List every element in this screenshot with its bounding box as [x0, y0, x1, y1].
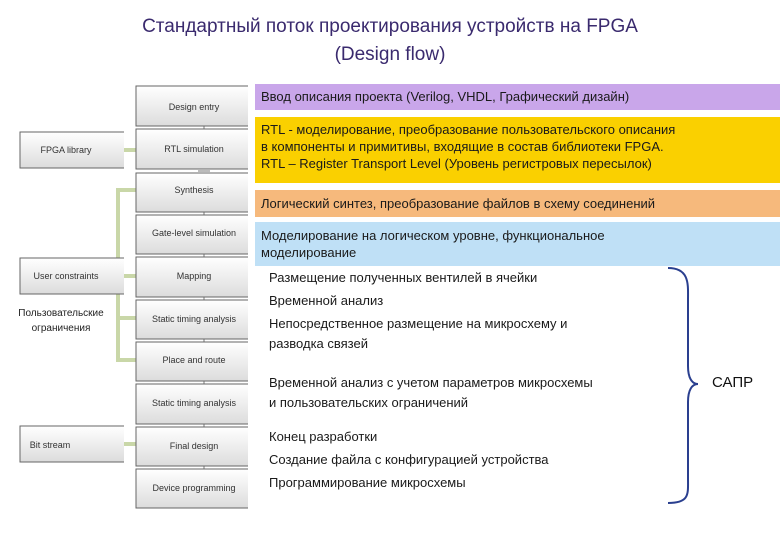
user-constraints-caption: [6, 306, 116, 336]
step-label: Final design: [169, 441, 219, 451]
band-text: Ввод описания проекта (Verilog, VHDL, Графический дизайн): [261, 89, 630, 104]
flow-step: [136, 257, 248, 297]
input-label: User constraints: [33, 271, 99, 281]
step-label: Gate-level simulation: [151, 228, 237, 238]
step-label: Mapping: [176, 271, 212, 281]
note-final: Конец разработки: [269, 429, 378, 444]
flow-step: [136, 129, 248, 169]
step-label: Static timing analysis: [151, 314, 237, 324]
cad-label: САПР: [712, 374, 754, 391]
page-subtitle: (Design flow): [334, 44, 446, 65]
cad-brace: [668, 268, 698, 503]
step-label: Synthesis: [174, 185, 214, 195]
flow-step: [136, 300, 248, 339]
band-text: моделирование: [261, 245, 357, 260]
note-config-file: Создание файла с конфигурацией устройства: [269, 452, 549, 467]
flow-step: [136, 427, 248, 466]
band-design-entry: [255, 84, 780, 110]
caption-line: ограничения: [31, 323, 91, 334]
band-text: в компоненты и примитивы, входящие в состав библиотеки FPGA.: [261, 139, 664, 154]
note-timing-constraints: [269, 373, 593, 413]
band-gate-level: [255, 222, 780, 266]
band-text: RTL - моделирование, преобразование пользовательского описания: [261, 122, 676, 137]
step-label: Static timing analysis: [151, 398, 237, 408]
caption-line: Пользовательские: [18, 308, 104, 319]
band-text: RTL – Register Transport Level (Уровень регистровых пересылок): [261, 156, 652, 171]
note-mapping: Размещение полученных вентилей в ячейки: [269, 270, 538, 285]
input-user-constraints: [20, 258, 124, 294]
input-fpga-library: [20, 132, 124, 168]
note-timing: Временной анализ: [269, 293, 384, 308]
flow-connectors: [118, 150, 136, 444]
band-text: Моделирование на логическом уровне, функциональное: [261, 228, 605, 243]
input-label: Bit stream: [29, 440, 71, 450]
note-programming: Программирование микросхемы: [269, 475, 466, 490]
page-title: Стандартный поток проектирования устройств на FPGA: [142, 16, 638, 37]
flow-step: [136, 342, 248, 381]
band-synthesis: [255, 190, 780, 217]
note-place-route: [269, 314, 567, 354]
note-line: Непосредственное размещение на микросхему и: [269, 316, 568, 331]
step-label: RTL simulation: [164, 144, 224, 154]
note-line: разводка связей: [269, 336, 368, 351]
note-line: Временной анализ с учетом параметров микросхемы: [269, 375, 593, 390]
band-text: Логический синтез, преобразование файлов в схему соединений: [261, 196, 656, 211]
note-line: и пользовательских ограничений: [269, 395, 469, 410]
flow-step: [136, 384, 248, 424]
band-rtl: [255, 117, 780, 183]
flow-step: [136, 86, 248, 126]
step-label: Place and route: [162, 355, 226, 365]
input-bit-stream: [20, 426, 124, 462]
input-label: FPGA library: [40, 145, 92, 155]
flow-step: [136, 215, 248, 254]
flow-step: [136, 173, 248, 212]
step-label: Design entry: [168, 102, 220, 112]
step-label: Device programming: [152, 483, 236, 493]
flow-step: [136, 469, 248, 508]
